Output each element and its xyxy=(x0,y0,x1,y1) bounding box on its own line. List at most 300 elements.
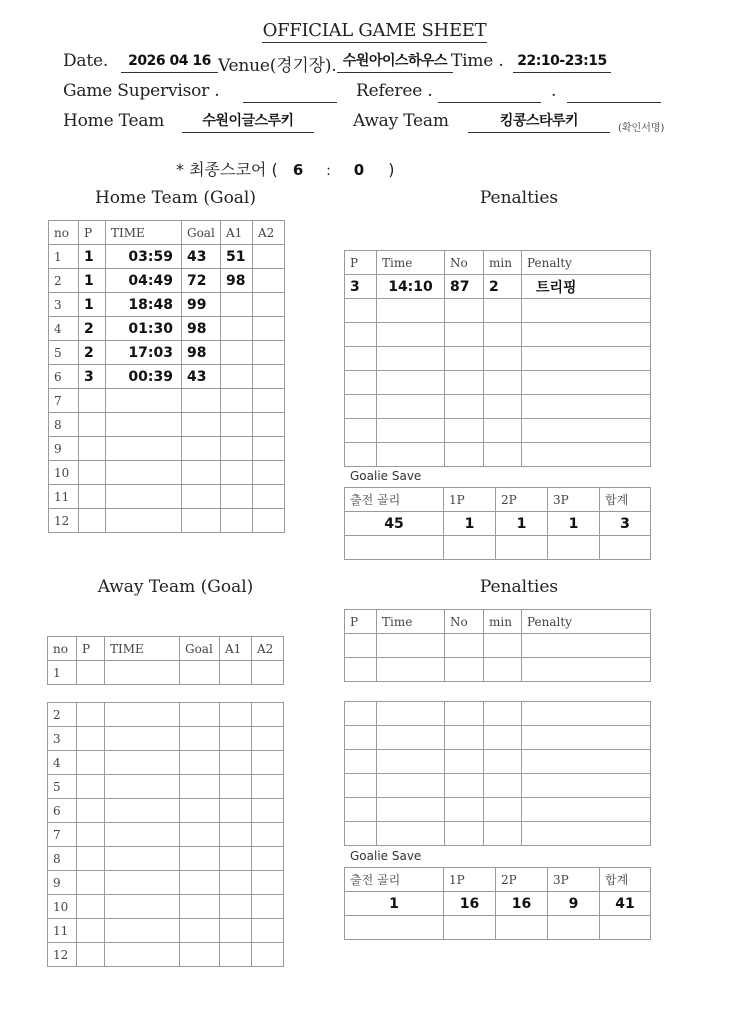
goal-time-cell[interactable] xyxy=(106,389,182,413)
penalty-row xyxy=(345,347,651,371)
goal-assist2-cell[interactable] xyxy=(252,919,284,943)
goal-assist1-cell[interactable]: 51 xyxy=(221,245,253,269)
goal-scorer-cell[interactable] xyxy=(180,799,220,823)
goal-scorer-cell[interactable] xyxy=(182,389,221,413)
penalty-time-cell[interactable] xyxy=(377,750,445,774)
goal-period-cell[interactable]: 1 xyxy=(79,293,106,317)
goal-assist1-cell[interactable] xyxy=(220,751,252,775)
penalty-time-cell[interactable] xyxy=(377,726,445,750)
goal-period-cell[interactable] xyxy=(79,437,106,461)
goal-assist2-cell[interactable] xyxy=(253,437,285,461)
goal-row xyxy=(49,317,285,341)
final-score-prefix: * 최종스코어 ( xyxy=(176,160,278,179)
saves-total-cell[interactable] xyxy=(600,916,651,940)
goal-no-cell: 1 xyxy=(48,661,77,685)
penalty-type-cell[interactable] xyxy=(522,323,651,347)
saves-2p-cell[interactable] xyxy=(496,916,548,940)
goal-period-cell[interactable]: 2 xyxy=(79,341,106,365)
goal-assist2-cell[interactable] xyxy=(252,895,284,919)
penalty-time-cell[interactable] xyxy=(377,299,445,323)
penalty-period-cell[interactable] xyxy=(345,798,377,822)
goal-scorer-cell[interactable] xyxy=(180,943,220,967)
goal-assist1-cell[interactable] xyxy=(220,895,252,919)
signature-note: (확인서명) xyxy=(618,123,665,134)
goal-period-cell[interactable] xyxy=(79,461,106,485)
penalty-time-cell[interactable] xyxy=(377,347,445,371)
goal-assist1-cell[interactable] xyxy=(221,365,253,389)
goal-no-cell: 5 xyxy=(48,775,77,799)
saves-total-cell[interactable]: 41 xyxy=(600,892,651,916)
goal-time-cell[interactable] xyxy=(105,775,180,799)
penalty-row xyxy=(345,702,651,726)
goal-time-cell[interactable] xyxy=(105,871,180,895)
penalty-minutes-cell[interactable] xyxy=(484,726,522,750)
penalty-minutes-cell[interactable] xyxy=(484,822,522,846)
away-penalty-table-top xyxy=(344,609,651,682)
goal-scorer-cell[interactable] xyxy=(180,775,220,799)
penalty-period-cell[interactable]: 3 xyxy=(345,275,377,299)
penalty-player-cell[interactable] xyxy=(445,798,484,822)
goal-scorer-cell[interactable]: 98 xyxy=(182,317,221,341)
goal-row xyxy=(49,509,285,533)
goal-assist2-cell[interactable] xyxy=(253,389,285,413)
goal-time-cell[interactable]: 00:39 xyxy=(106,365,182,389)
col-header-a1: A1 xyxy=(221,221,253,245)
penalty-time-cell[interactable] xyxy=(377,702,445,726)
goal-assist2-cell[interactable] xyxy=(253,509,285,533)
goal-time-cell[interactable] xyxy=(106,461,182,485)
away-goal-table-top xyxy=(47,636,284,685)
goal-row xyxy=(48,919,284,943)
goal-row xyxy=(49,269,285,293)
goal-period-cell[interactable] xyxy=(77,775,105,799)
goal-scorer-cell[interactable] xyxy=(180,847,220,871)
goalie-number-cell[interactable] xyxy=(345,536,444,560)
goalie-save-row xyxy=(345,536,651,560)
goal-period-cell[interactable] xyxy=(77,727,105,751)
goal-assist1-cell[interactable] xyxy=(220,871,252,895)
penalty-type-cell[interactable] xyxy=(522,395,651,419)
goal-assist1-cell[interactable] xyxy=(220,847,252,871)
goal-time-cell[interactable] xyxy=(105,751,180,775)
goal-time-cell[interactable] xyxy=(105,703,180,727)
penalty-minutes-cell[interactable] xyxy=(484,634,522,658)
saves-1p-cell[interactable]: 16 xyxy=(444,892,496,916)
goal-assist1-cell[interactable] xyxy=(221,317,253,341)
penalty-time-cell[interactable] xyxy=(377,443,445,467)
goal-scorer-cell[interactable] xyxy=(180,661,220,685)
penalty-minutes-cell[interactable] xyxy=(484,443,522,467)
col-header-3p: 3P xyxy=(548,488,600,512)
goal-row xyxy=(48,871,284,895)
penalty-minutes-cell[interactable] xyxy=(484,395,522,419)
saves-3p-cell[interactable] xyxy=(548,916,600,940)
penalty-player-cell[interactable]: 87 xyxy=(445,275,484,299)
goal-scorer-cell[interactable]: 72 xyxy=(182,269,221,293)
goal-no-cell: 12 xyxy=(49,509,79,533)
goal-assist2-cell[interactable] xyxy=(253,341,285,365)
goal-time-cell[interactable] xyxy=(105,919,180,943)
col-header-2p: 2P xyxy=(496,488,548,512)
penalty-type-cell[interactable] xyxy=(522,750,651,774)
penalty-time-cell[interactable] xyxy=(377,658,445,682)
penalty-player-cell[interactable] xyxy=(445,634,484,658)
penalty-player-cell[interactable] xyxy=(445,419,484,443)
goal-assist1-cell[interactable] xyxy=(221,509,253,533)
goal-scorer-cell[interactable] xyxy=(182,437,221,461)
goalie-number-cell[interactable] xyxy=(345,916,444,940)
goal-no-cell: 6 xyxy=(49,365,79,389)
penalty-period-cell[interactable] xyxy=(345,726,377,750)
goal-assist2-cell[interactable] xyxy=(252,847,284,871)
penalty-minutes-cell[interactable] xyxy=(484,750,522,774)
goal-scorer-cell[interactable] xyxy=(180,703,220,727)
goal-scorer-cell[interactable] xyxy=(182,413,221,437)
saves-total-cell[interactable] xyxy=(600,536,651,560)
penalty-time-cell[interactable] xyxy=(377,323,445,347)
penalty-type-cell[interactable] xyxy=(522,347,651,371)
goal-time-cell[interactable]: 18:48 xyxy=(106,293,182,317)
goalie-number-cell[interactable]: 1 xyxy=(345,892,444,916)
penalty-period-cell[interactable] xyxy=(345,323,377,347)
penalty-time-cell[interactable] xyxy=(377,419,445,443)
goal-row xyxy=(48,727,284,751)
goal-assist2-cell[interactable] xyxy=(253,413,285,437)
goal-time-cell[interactable]: 01:30 xyxy=(106,317,182,341)
penalty-minutes-cell[interactable] xyxy=(484,371,522,395)
penalty-type-cell[interactable]: 트리핑 xyxy=(522,275,651,299)
goal-assist2-cell[interactable] xyxy=(253,461,285,485)
goal-assist1-cell[interactable] xyxy=(221,485,253,509)
goal-scorer-cell[interactable] xyxy=(180,895,220,919)
saves-2p-cell[interactable] xyxy=(496,536,548,560)
goal-period-cell[interactable]: 1 xyxy=(79,245,106,269)
goal-scorer-cell[interactable] xyxy=(182,485,221,509)
goal-assist1-cell[interactable] xyxy=(220,727,252,751)
penalty-type-cell[interactable] xyxy=(522,299,651,323)
goal-period-cell[interactable] xyxy=(77,703,105,727)
saves-2p-cell[interactable]: 16 xyxy=(496,892,548,916)
penalty-minutes-cell[interactable] xyxy=(484,798,522,822)
goal-time-cell[interactable] xyxy=(106,509,182,533)
penalty-type-cell[interactable] xyxy=(522,702,651,726)
goal-no-cell: 7 xyxy=(48,823,77,847)
saves-3p-cell[interactable] xyxy=(548,536,600,560)
goal-assist2-cell[interactable] xyxy=(253,269,285,293)
penalty-minutes-cell[interactable] xyxy=(484,299,522,323)
goal-time-cell[interactable] xyxy=(106,485,182,509)
goal-assist2-cell[interactable] xyxy=(252,799,284,823)
goal-no-cell: 4 xyxy=(49,317,79,341)
penalty-period-cell[interactable] xyxy=(345,299,377,323)
goal-period-cell[interactable]: 1 xyxy=(79,269,106,293)
penalty-type-cell[interactable] xyxy=(522,634,651,658)
goal-assist2-cell[interactable] xyxy=(252,943,284,967)
penalty-time-cell[interactable]: 14:10 xyxy=(377,275,445,299)
goal-assist2-cell[interactable] xyxy=(252,727,284,751)
goal-no-cell: 1 xyxy=(49,245,79,269)
saves-total-cell[interactable]: 3 xyxy=(600,512,651,536)
col-header-3p: 3P xyxy=(548,868,600,892)
penalty-player-cell[interactable] xyxy=(445,702,484,726)
goal-assist1-cell[interactable] xyxy=(220,703,252,727)
penalty-player-cell[interactable] xyxy=(445,774,484,798)
date-label: Date. xyxy=(63,51,109,71)
goal-assist2-cell[interactable] xyxy=(252,661,284,685)
goal-no-cell: 6 xyxy=(48,799,77,823)
goal-assist1-cell[interactable] xyxy=(220,775,252,799)
goal-assist1-cell[interactable] xyxy=(221,341,253,365)
penalty-minutes-cell[interactable] xyxy=(484,658,522,682)
goal-assist2-cell[interactable] xyxy=(252,703,284,727)
goal-assist1-cell[interactable] xyxy=(221,437,253,461)
goal-assist2-cell[interactable] xyxy=(253,317,285,341)
col-header-time: Time xyxy=(377,251,445,275)
goal-no-cell: 3 xyxy=(49,293,79,317)
goal-period-cell[interactable] xyxy=(77,823,105,847)
col-header-goal: Goal xyxy=(180,637,220,661)
penalty-minutes-cell[interactable] xyxy=(484,419,522,443)
goal-scorer-cell[interactable]: 43 xyxy=(182,245,221,269)
goal-row xyxy=(48,799,284,823)
goal-time-cell[interactable] xyxy=(105,943,180,967)
penalty-minutes-cell[interactable] xyxy=(484,774,522,798)
goal-no-cell: 4 xyxy=(48,751,77,775)
goal-assist1-cell[interactable] xyxy=(220,919,252,943)
penalty-period-cell[interactable] xyxy=(345,443,377,467)
referee2-field[interactable] xyxy=(567,80,661,103)
penalty-time-cell[interactable] xyxy=(377,371,445,395)
goal-period-cell[interactable] xyxy=(79,485,106,509)
final-score xyxy=(176,157,403,180)
goal-assist2-cell[interactable] xyxy=(252,775,284,799)
away-penalties-title: Penalties xyxy=(479,577,559,597)
date-field[interactable]: 2026 04 16 xyxy=(121,50,218,73)
penalty-minutes-cell[interactable] xyxy=(484,347,522,371)
goal-scorer-cell[interactable] xyxy=(182,509,221,533)
goal-assist2-cell[interactable] xyxy=(252,823,284,847)
goal-no-cell: 8 xyxy=(48,847,77,871)
goal-period-cell[interactable] xyxy=(79,509,106,533)
penalty-period-cell[interactable] xyxy=(345,658,377,682)
goal-scorer-cell[interactable]: 43 xyxy=(182,365,221,389)
goal-no-cell: 2 xyxy=(49,269,79,293)
penalty-row xyxy=(345,395,651,419)
goal-scorer-cell[interactable] xyxy=(180,823,220,847)
supervisor-field[interactable] xyxy=(243,80,337,103)
penalty-type-cell[interactable] xyxy=(522,822,651,846)
penalty-period-cell[interactable] xyxy=(345,750,377,774)
venue-label xyxy=(218,51,336,76)
col-header-p: P xyxy=(79,221,106,245)
col-header-1p: 1P xyxy=(444,488,496,512)
goal-period-cell[interactable] xyxy=(77,661,105,685)
time-field[interactable]: 22:10-23:15 xyxy=(513,50,611,73)
venue-field[interactable]: 수원아이스하우스 xyxy=(337,50,453,73)
goal-no-cell: 5 xyxy=(49,341,79,365)
saves-3p-cell[interactable]: 9 xyxy=(548,892,600,916)
away-goalie-header-row xyxy=(345,868,651,892)
sheet-title: OFFICIAL GAME SHEET xyxy=(262,20,487,41)
saves-1p-cell[interactable]: 1 xyxy=(444,512,496,536)
penalty-row xyxy=(345,750,651,774)
penalty-time-cell[interactable] xyxy=(377,395,445,419)
penalty-period-cell[interactable] xyxy=(345,822,377,846)
goal-time-cell[interactable] xyxy=(105,895,180,919)
penalty-player-cell[interactable] xyxy=(445,371,484,395)
goal-time-cell[interactable] xyxy=(105,823,180,847)
col-header-no: no xyxy=(49,221,79,245)
col-header-p: P xyxy=(345,251,377,275)
goal-scorer-cell[interactable]: 99 xyxy=(182,293,221,317)
goal-period-cell[interactable] xyxy=(79,389,106,413)
penalty-row xyxy=(345,299,651,323)
goal-assist1-cell[interactable] xyxy=(221,293,253,317)
penalty-type-cell[interactable] xyxy=(522,726,651,750)
final-score-separator: : xyxy=(326,163,331,179)
goal-period-cell[interactable]: 3 xyxy=(79,365,106,389)
goal-assist1-cell[interactable] xyxy=(220,799,252,823)
home-goalie-table xyxy=(344,487,651,560)
goal-row xyxy=(49,485,285,509)
goal-time-cell[interactable] xyxy=(105,847,180,871)
penalty-row xyxy=(345,634,651,658)
penalty-period-cell[interactable] xyxy=(345,395,377,419)
goal-assist2-cell[interactable] xyxy=(252,751,284,775)
away-team-field[interactable]: 킹콩스타루키 xyxy=(468,110,610,133)
goal-scorer-cell[interactable] xyxy=(180,871,220,895)
goal-period-cell[interactable] xyxy=(77,751,105,775)
penalty-time-cell[interactable] xyxy=(377,798,445,822)
goal-time-cell[interactable]: 03:59 xyxy=(106,245,182,269)
penalty-type-cell[interactable] xyxy=(522,798,651,822)
penalty-period-cell[interactable] xyxy=(345,702,377,726)
penalty-period-cell[interactable] xyxy=(345,371,377,395)
goal-period-cell[interactable] xyxy=(77,799,105,823)
goal-row xyxy=(49,389,285,413)
referee-field[interactable] xyxy=(438,80,541,103)
goal-time-cell[interactable] xyxy=(106,413,182,437)
goal-scorer-cell[interactable] xyxy=(180,751,220,775)
goal-assist2-cell[interactable] xyxy=(252,871,284,895)
goal-scorer-cell[interactable] xyxy=(182,461,221,485)
goal-no-cell: 12 xyxy=(48,943,77,967)
goal-assist1-cell[interactable] xyxy=(220,823,252,847)
penalty-player-cell[interactable] xyxy=(445,323,484,347)
goalie-number-cell[interactable]: 45 xyxy=(345,512,444,536)
col-header-min: min xyxy=(484,251,522,275)
penalty-type-cell[interactable] xyxy=(522,774,651,798)
penalty-type-cell[interactable] xyxy=(522,371,651,395)
goal-assist1-cell[interactable] xyxy=(220,943,252,967)
penalty-time-cell[interactable] xyxy=(377,634,445,658)
goal-row xyxy=(49,245,285,269)
penalty-player-cell[interactable] xyxy=(445,750,484,774)
goal-period-cell[interactable] xyxy=(77,943,105,967)
referee-label: Referee . xyxy=(356,81,433,101)
penalty-minutes-cell[interactable] xyxy=(484,702,522,726)
goal-time-cell[interactable] xyxy=(105,727,180,751)
home-goalie-header-row xyxy=(345,488,651,512)
penalty-period-cell[interactable] xyxy=(345,774,377,798)
goal-row xyxy=(48,703,284,727)
saves-3p-cell[interactable]: 1 xyxy=(548,512,600,536)
saves-1p-cell[interactable] xyxy=(444,916,496,940)
goal-assist1-cell[interactable] xyxy=(220,661,252,685)
away-penalty-header-row xyxy=(345,610,651,634)
penalty-player-cell[interactable] xyxy=(445,299,484,323)
goal-period-cell[interactable] xyxy=(77,847,105,871)
penalty-period-cell[interactable] xyxy=(345,347,377,371)
penalty-type-cell[interactable] xyxy=(522,658,651,682)
goal-time-cell[interactable] xyxy=(106,437,182,461)
col-header-a2: A2 xyxy=(252,637,284,661)
penalty-type-cell[interactable] xyxy=(522,419,651,443)
penalty-period-cell[interactable] xyxy=(345,419,377,443)
goal-assist1-cell[interactable]: 98 xyxy=(221,269,253,293)
penalty-player-cell[interactable] xyxy=(445,395,484,419)
penalty-time-cell[interactable] xyxy=(377,822,445,846)
goal-assist2-cell[interactable] xyxy=(253,485,285,509)
penalty-type-cell[interactable] xyxy=(522,443,651,467)
goal-assist2-cell[interactable] xyxy=(253,245,285,269)
penalty-player-cell[interactable] xyxy=(445,726,484,750)
goal-time-cell[interactable] xyxy=(105,799,180,823)
goal-assist1-cell[interactable] xyxy=(221,413,253,437)
penalty-minutes-cell[interactable]: 2 xyxy=(484,275,522,299)
goal-scorer-cell[interactable] xyxy=(180,919,220,943)
col-header-total: 합계 xyxy=(600,488,651,512)
saves-1p-cell[interactable] xyxy=(444,536,496,560)
penalty-player-cell[interactable] xyxy=(445,443,484,467)
goal-scorer-cell[interactable]: 98 xyxy=(182,341,221,365)
goal-assist2-cell[interactable] xyxy=(253,365,285,389)
home-team-field[interactable]: 수원이글스루키 xyxy=(182,110,314,133)
goal-row xyxy=(48,847,284,871)
penalty-row xyxy=(345,443,651,467)
penalty-player-cell[interactable] xyxy=(445,347,484,371)
penalty-minutes-cell[interactable] xyxy=(484,323,522,347)
penalty-player-cell[interactable] xyxy=(445,658,484,682)
home-penalty-header-row xyxy=(345,251,651,275)
goal-row xyxy=(49,437,285,461)
goal-no-cell: 11 xyxy=(49,485,79,509)
goal-assist1-cell[interactable] xyxy=(221,389,253,413)
goal-scorer-cell[interactable] xyxy=(180,727,220,751)
goal-row xyxy=(48,823,284,847)
goal-assist2-cell[interactable] xyxy=(253,293,285,317)
away-penalty-table-bottom xyxy=(344,701,651,846)
goal-period-cell[interactable]: 2 xyxy=(79,317,106,341)
goal-time-cell[interactable]: 04:49 xyxy=(106,269,182,293)
penalty-player-cell[interactable] xyxy=(445,822,484,846)
goal-time-cell[interactable]: 17:03 xyxy=(106,341,182,365)
goal-no-cell: 8 xyxy=(49,413,79,437)
penalty-period-cell[interactable] xyxy=(345,634,377,658)
goal-period-cell[interactable] xyxy=(79,413,106,437)
goal-period-cell[interactable] xyxy=(77,871,105,895)
col-header-penalty: Penalty xyxy=(522,251,651,275)
goal-time-cell[interactable] xyxy=(105,661,180,685)
penalty-time-cell[interactable] xyxy=(377,774,445,798)
saves-2p-cell[interactable]: 1 xyxy=(496,512,548,536)
away-goalie-save-title: Goalie Save xyxy=(350,849,422,863)
goal-assist1-cell[interactable] xyxy=(221,461,253,485)
goalie-save-row xyxy=(345,916,651,940)
final-score-home: 6 xyxy=(292,161,304,179)
goal-period-cell[interactable] xyxy=(77,919,105,943)
goal-period-cell[interactable] xyxy=(77,895,105,919)
